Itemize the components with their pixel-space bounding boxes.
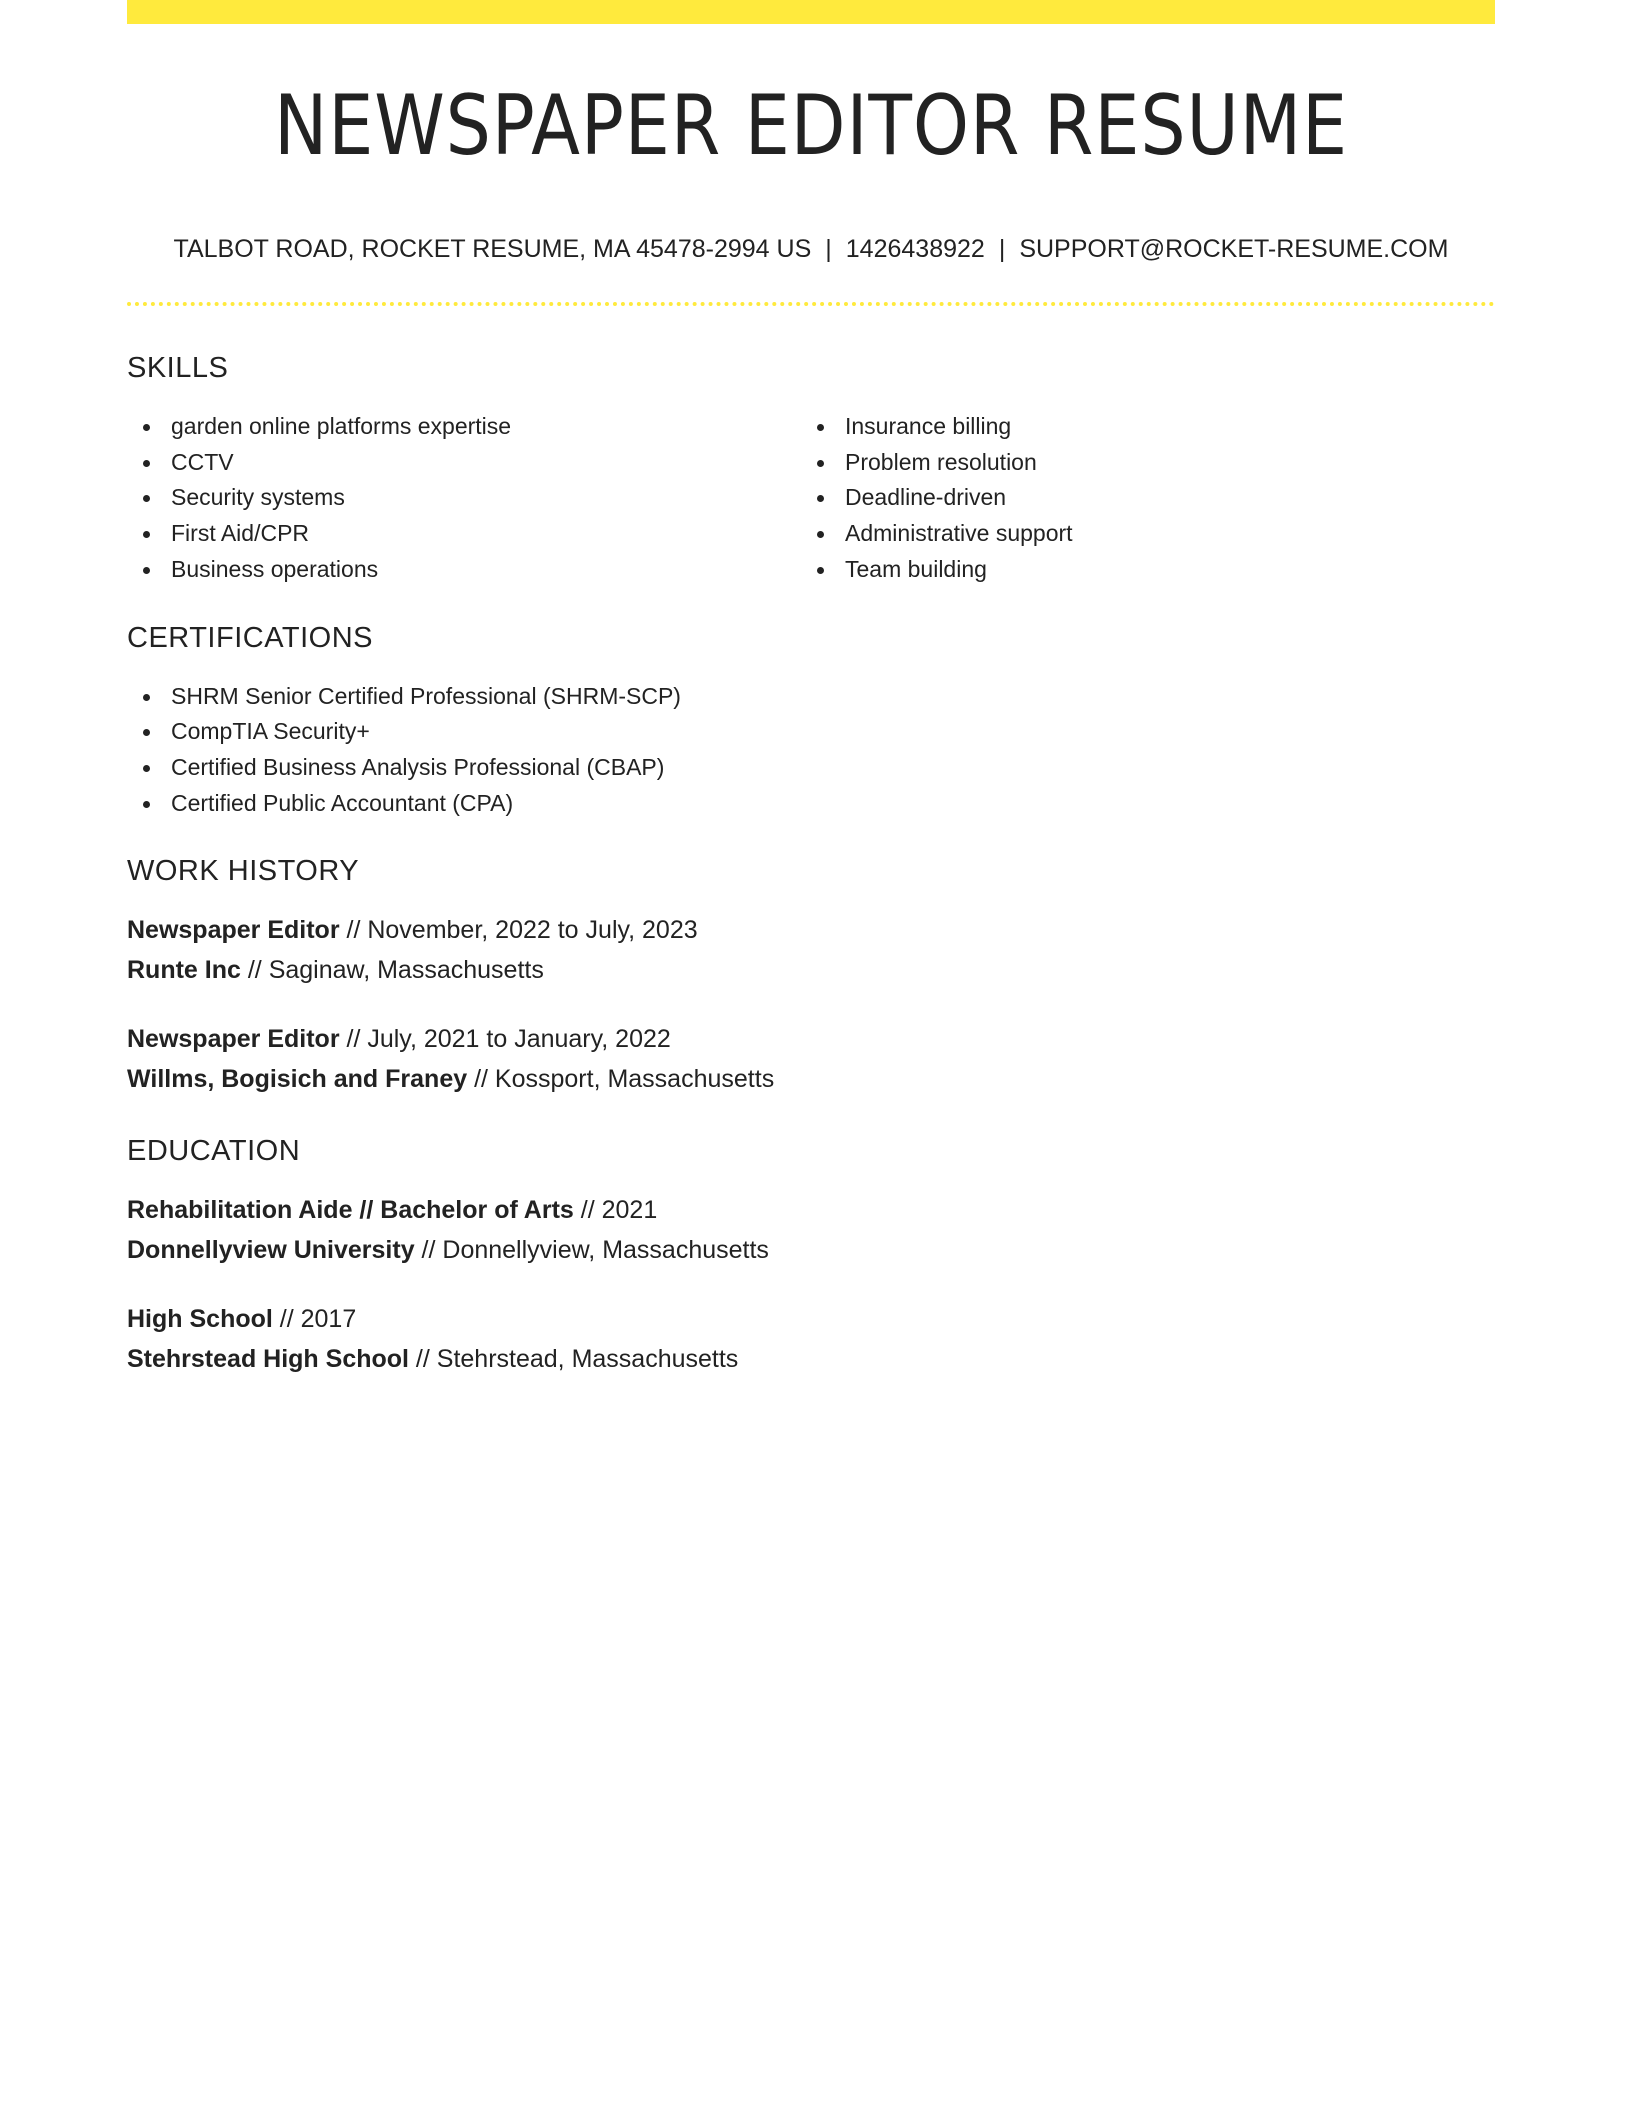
skill-item: Deadline-driven — [801, 480, 1475, 516]
resume-page — [127, 0, 1495, 1379]
certification-item: SHRM Senior Certified Professional (SHRM-SCP) — [127, 679, 1495, 715]
skill-item: Team building — [801, 552, 1475, 588]
skill-item: Business operations — [127, 552, 801, 588]
degree-title: Rehabilitation Aide // Bachelor of Arts — [127, 1196, 574, 1225]
resume-title: NEWSPAPER EDITOR RESUME — [273, 77, 1349, 174]
skill-item: CCTV — [127, 445, 801, 481]
job-title: Newspaper Editor — [127, 916, 340, 945]
degree-line — [127, 1299, 1495, 1339]
job-company-line — [127, 950, 1495, 990]
education-section — [127, 1137, 1495, 1379]
address-text: TALBOT ROAD, ROCKET RESUME, MA 45478-2994 US — [173, 235, 812, 263]
job-company-line — [127, 1059, 1495, 1099]
job-entry — [127, 1019, 1495, 1099]
certification-item: Certified Public Accountant (CPA) — [127, 786, 1495, 822]
school-name: Donnellyview University — [127, 1236, 415, 1265]
certifications-section — [127, 621, 1495, 822]
school-name: Stehrstead High School — [127, 1345, 409, 1374]
job-location: // Kossport, Massachusetts — [467, 1065, 775, 1094]
header-divider — [127, 302, 1495, 306]
job-title-line — [127, 1019, 1495, 1059]
school-line — [127, 1230, 1495, 1270]
degree-title: High School — [127, 1305, 273, 1334]
skill-item: Administrative support — [801, 516, 1475, 552]
contact-separator: | — [998, 235, 1006, 263]
contact-line — [127, 237, 1495, 262]
skill-item: First Aid/CPR — [127, 516, 801, 552]
skills-list-left — [127, 409, 801, 588]
school-location: // Donnellyview, Massachusetts — [414, 1236, 769, 1265]
job-dates: // November, 2022 to July, 2023 — [339, 916, 698, 945]
education-entry — [127, 1299, 1495, 1379]
degree-year: // 2021 — [573, 1196, 658, 1225]
job-title-line — [127, 910, 1495, 950]
job-entry — [127, 910, 1495, 990]
certifications-heading: CERTIFICATIONS — [127, 621, 373, 654]
skills-heading: SKILLS — [127, 352, 229, 384]
education-entry — [127, 1190, 1495, 1270]
job-dates: // July, 2021 to January, 2022 — [339, 1025, 671, 1054]
job-company: Willms, Bogisich and Franey — [127, 1065, 468, 1094]
job-location: // Saginaw, Massachusetts — [240, 956, 544, 985]
work-history-section — [127, 857, 1495, 1099]
skill-item: Security systems — [127, 480, 801, 516]
degree-line — [127, 1190, 1495, 1230]
work-history-heading: WORK HISTORY — [127, 855, 360, 888]
skill-item: garden online platforms expertise — [127, 409, 801, 445]
degree-year: // 2017 — [272, 1305, 357, 1334]
skills-list-right — [801, 409, 1475, 588]
skills-section — [127, 354, 1495, 588]
certifications-list — [127, 679, 1495, 822]
skills-columns — [127, 383, 1495, 588]
school-line — [127, 1339, 1495, 1379]
certification-item: Certified Business Analysis Professional (CBAP) — [127, 750, 1495, 786]
education-heading: EDUCATION — [127, 1135, 301, 1168]
email-text: SUPPORT@ROCKET-RESUME.COM — [1019, 235, 1449, 263]
phone-text: 1426438922 — [845, 235, 985, 263]
school-location: // Stehrstead, Massachusetts — [408, 1345, 739, 1374]
skill-item: Insurance billing — [801, 409, 1475, 445]
contact-separator: | — [825, 235, 832, 263]
certification-item: CompTIA Security+ — [127, 714, 1495, 750]
accent-bar — [127, 0, 1495, 24]
skill-item: Problem resolution — [801, 445, 1475, 481]
job-company: Runte Inc — [127, 956, 241, 985]
job-title: Newspaper Editor — [127, 1025, 340, 1054]
